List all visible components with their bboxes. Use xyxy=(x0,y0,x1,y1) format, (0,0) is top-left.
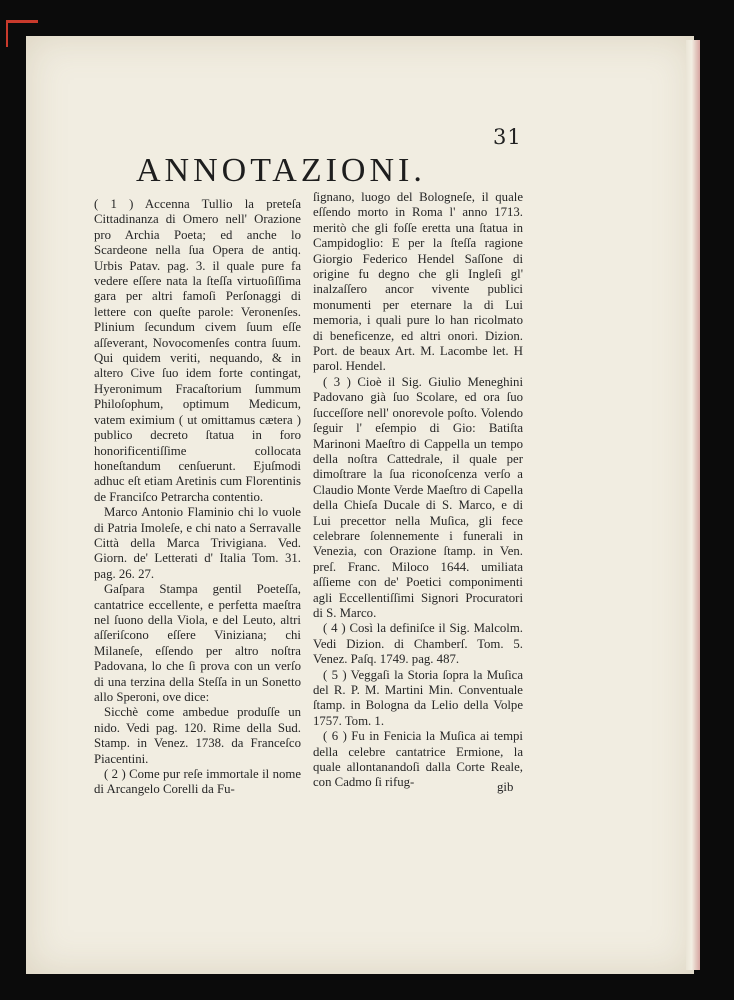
flaminio-paragraph: Marco Antonio Flaminio chi lo vuole di Patria Imoleſe, e chi nato a Serravalle Città della Marca Trivigiana. Ved. Giorn. de' Letterati d' Italia Tom. 31. pag. 26. 27. xyxy=(94,505,301,581)
left-column xyxy=(94,197,301,798)
stampa-paragraph: Gaſpara Stampa gentil Poeteſſa, cantatrice eccellente, e perfetta maeſtra nel ſuono della Viola, e del Leuto, altri aſſeriſcono eſſere Viniziana; chi Milaneſe, eſſendo per altro noſtra Padovana, lo che ſi prova con un verſo di una terzina della Steſſa in un Sonetto allo Speroni, ove dice: xyxy=(94,582,301,704)
note-4-paragraph: ( 4 ) Così la definiſce il Sig. Malcolm. Vedi Dizion. di Chamberſ. Tom. 5. Venez. Paſq. 1749. pag. 487. xyxy=(313,621,523,667)
note-5-paragraph: ( 5 ) Veggaſi la Storia ſopra la Muſica del R. P. M. Martini Min. Conventuale ſtamp. in Bologna da Lelio della Volpe 1757. Tom. 1. xyxy=(313,667,523,728)
corelli-continuation-paragraph: ſignano, luogo del Bologneſe, il quale eſſendo morto in Roma l' anno 1713. meritò che gli foſſe eretta una ſtatua in Campidoglio: E per la ſteſſa ragione Giorgio Federico Hendel Saſſone di origine fu degno che gli Ingleſi gl' inalzaſſero ancor vivente publici monumenti per eternare la di Lui memoria, i quali pure lo han ricolmato di beneficenze, ed altri onori. Dizion. Port. de beaux Art. M. Lacombe let. H parol. Hendel. xyxy=(313,190,523,374)
page-stack-edge xyxy=(686,40,700,970)
note-3-paragraph: ( 3 ) Cioè il Sig. Giulio Meneghini Padovano già ſuo Scolare, ed ora ſuo ſucceſſore nell' onorevole poſto. Volendo ſeguir l' eſempio di Gio: Batiſta Marinoni Maeſtro di Cappella un tempo della noſtra Cattedrale, il quale per dimoſtrare la ſua riconoſcenza verſo a Claudio Monte Verde Maeſtro di Capella della Chieſa Ducale di S. Marco, e di Lui precettor nella Muſica, gli fece celebrare ſolennemente i funerali in Venezia, con Orazione ſtamp. in Ven. preſ. Franc. Miloco 1644. umiliata aſſieme con de' Poetici componimenti agli Eccellentiſſimi Signori Procuratori di S. Marco. xyxy=(313,374,523,620)
page-heading: ANNOTAZIONI. xyxy=(136,152,426,189)
right-column xyxy=(313,190,523,791)
note-6-paragraph: ( 6 ) Fu in Fenicia la Muſica ai tempi della celebre cantatrice Ermione, la quale allontanandoſi dalla Corte Reale, con Cadmo ſi rifug- xyxy=(313,729,523,790)
catchword: gib xyxy=(497,780,514,794)
verse-citation-paragraph: Sicchè come ambedue produſſe un nido. Vedi pag. 120. Rime della Sud. Stamp. in Venez. 1738. da Franceſco Piacentini. xyxy=(94,705,301,766)
note-2-paragraph: ( 2 ) Come pur reſe immortale il nome di Arcangelo Corelli da Fu- xyxy=(94,767,301,797)
note-1-paragraph: ( 1 ) Accenna Tullio la preteſa Cittadinanza di Omero nell' Orazione pro Archia Poeta; ed anche lo Scardeone nella ſua Opera de antiq. Urbis Patav. pag. 3. il quale pure fa vedere eſſere nata la ſteſſa virtuoſiſſima gara per altri famoſi Perſonaggi di lettere con queſte parole: Veronenſes. Plinium ſecundum civem ſuum eſſe aſſeverant, Novocomenſes contra ſuum. Qui quidem veriti, nequando, & in altero Cive ſuo idem forte contingat, Hyeronimum Fracaſtorium ſummum Philoſophum, optimum Medicum, vatem eximium ( ut omittamus cætera ) publico decreto ſtatua in foro honorificentiſſime collocata honeſtandum cenſuerunt. Ejuſmodi adhuc eſt etiam Aretinis cum Florentinis de Franciſco Petrarcha contentio. xyxy=(94,197,301,504)
page-number: 31 xyxy=(493,125,522,149)
